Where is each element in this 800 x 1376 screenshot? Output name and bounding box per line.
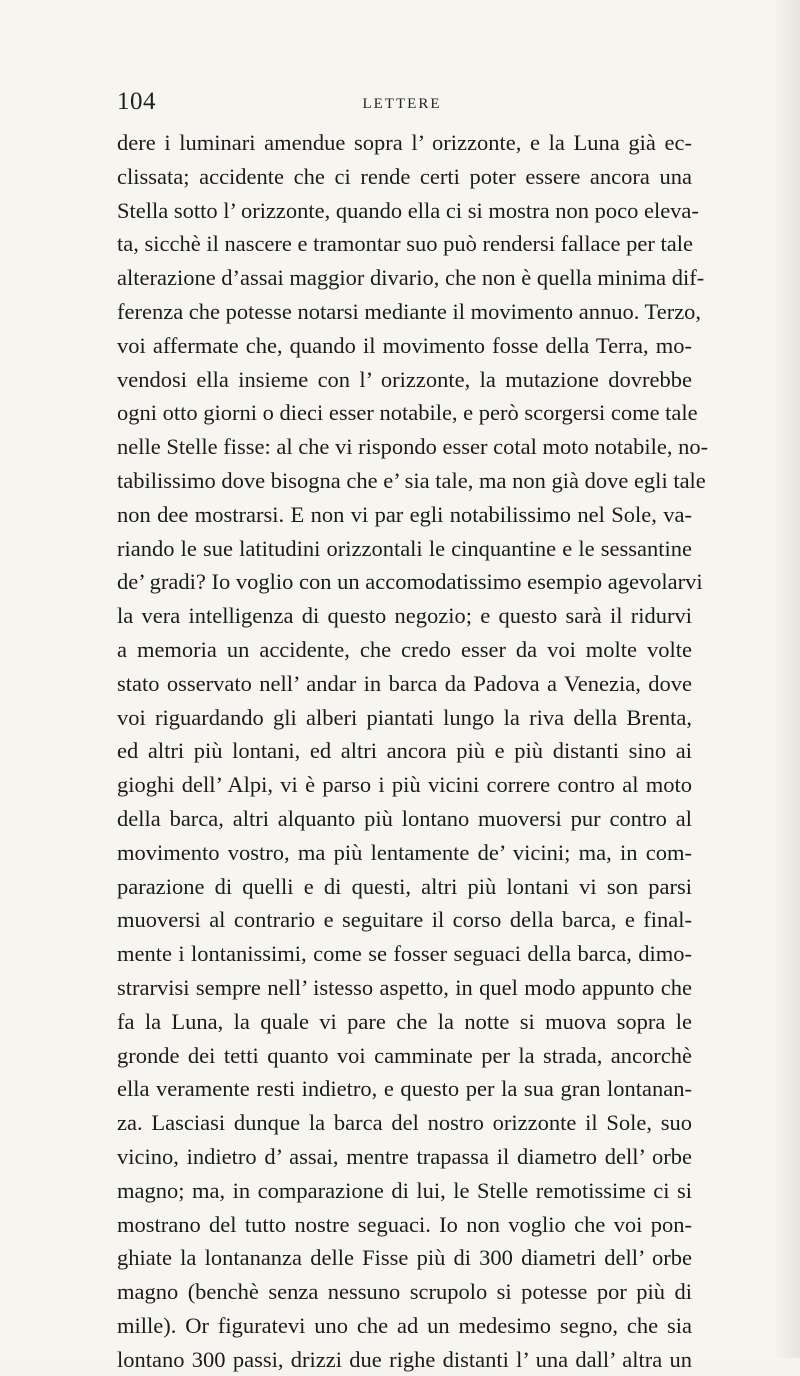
body-text — [117, 126, 709, 1376]
text-line: alterazione d’assai maggior divario, che non è quella minima dif- — [117, 265, 705, 291]
text-line: non dee mostrarsi. E non vi par egli notabilissimo nel Sole, va- — [117, 501, 692, 527]
text-line: la vera intelligenza di questo negozio; e questo sarà il ridurvi — [117, 603, 692, 629]
text-line: ghiate la lontananza delle Fisse più di 300 diametri dell’ orbe — [117, 1245, 692, 1271]
text-line: stato osservato nell’ andar in barca da Padova a Venezia, dove — [117, 670, 692, 696]
text-line: ta, sicchè il nascere e tramontar suo può rendersi fallace per tale — [117, 231, 693, 257]
text-line: clissata; accidente che ci rende certi poter essere ancora una — [117, 163, 692, 189]
text-line: fa la Luna, la quale vi pare che la notte si muova sopra le — [117, 1008, 692, 1034]
text-line: riando le sue latitudini orizzontali le cinquantine e le sessantine — [117, 535, 692, 561]
text-line: dere i luminari amendue sopra l’ orizzonte, e la Luna già ec- — [117, 130, 692, 155]
text-line: della barca, altri alquanto più lontano muoversi pur contro al — [117, 805, 692, 831]
text-line: Stella sotto l’ orizzonte, quando ella ci si mostra non poco eleva- — [117, 197, 699, 223]
running-title: LETTERE — [362, 96, 442, 112]
page-number: 104 — [117, 88, 156, 115]
text-line: strarvisi sempre nell’ istesso aspetto, in quel modo appunto che — [117, 974, 692, 1000]
text-line: movimento vostro, ma più lentamente de’ vicini; ma, in com- — [117, 839, 692, 865]
text-line: za. Lasciasi dunque la barca del nostro orizzonte il Sole, suo — [117, 1110, 692, 1136]
text-line: magno (benchè senza nessuno scrupolo si potesse por più di — [117, 1279, 692, 1305]
text-line: nelle Stelle fisse: al che vi rispondo esser cotal moto notabile, no- — [117, 434, 709, 460]
text-line: gronde dei tetti quanto voi camminate per la strada, ancorchè — [117, 1042, 692, 1068]
text-line: a memoria un accidente, che credo esser da voi molte volte — [117, 636, 692, 662]
text-line: gioghi dell’ Alpi, vi è parso i più vicini correre contro al moto — [117, 772, 692, 798]
text-line: vendosi ella insieme con l’ orizzonte, la mutazione dovrebbe — [117, 366, 692, 392]
text-line: mostrano del tutto nostre seguaci. Io non voglio che voi pon- — [117, 1211, 692, 1237]
text-line: magno; ma, in comparazione di lui, le Stelle remotissime ci si — [117, 1177, 692, 1203]
text-line: vicino, indietro d’ assai, mentre trapassa il diametro dell’ orbe — [117, 1143, 692, 1169]
page-header — [117, 88, 687, 120]
text-line: mille). Or figuratevi uno che ad un medesimo segno, che sia — [117, 1312, 692, 1338]
text-line: ogni otto giorni o dieci esser notabile, e però scorgersi come tale — [117, 400, 698, 426]
text-line: ed altri più lontani, ed altri ancora più e più distanti sino ai — [117, 738, 692, 764]
text-line: parazione di quelli e di questi, altri più lontani vi son parsi — [117, 873, 692, 899]
text-line: voi riguardando gli alberi piantati lungo la riva della Brenta, — [117, 704, 692, 730]
text-line: lontano 300 passi, drizzi due righe distanti l’ una dall’ altra un — [117, 1346, 692, 1372]
text-line: de’ gradi? Io voglio con un accomodatissimo esempio agevolarvi — [117, 569, 703, 595]
text-line: ferenza che potesse notarsi mediante il movimento annuo. Terzo, — [117, 298, 702, 324]
text-line: mente i lontanissimi, come se fosser seguaci della barca, dimo- — [117, 941, 692, 967]
page-edge-shadow — [774, 0, 800, 1358]
text-line: muoversi al contrario e seguitare il corso della barca, e final- — [117, 907, 692, 933]
text-line: voi affermate che, quando il movimento fosse della Terra, mo- — [117, 332, 692, 358]
text-line: tabilissimo dove bisogna che e’ sia tale, ma non già dove egli tale — [117, 467, 706, 493]
text-line: ella veramente resti indietro, e questo per la sua gran lontanan- — [117, 1076, 692, 1102]
